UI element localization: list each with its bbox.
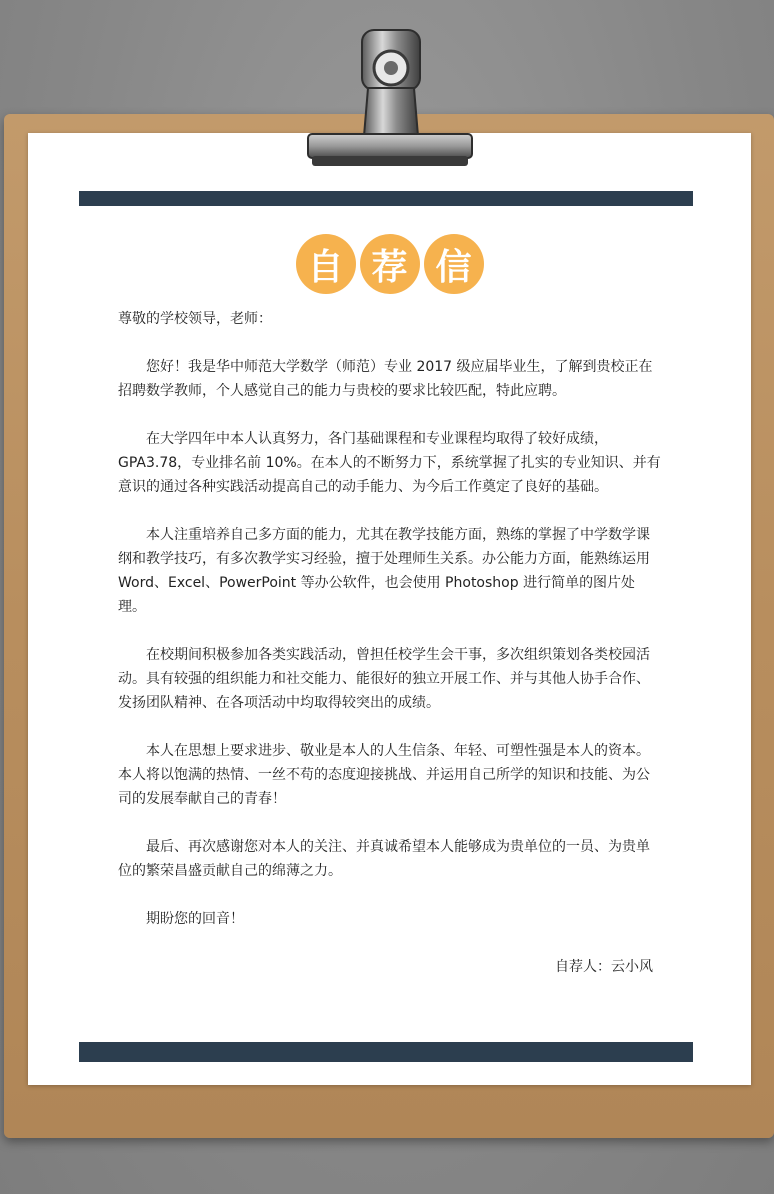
binder-clip-icon (306, 28, 474, 178)
letter-paper (28, 133, 751, 1085)
bottom-divider-bar (79, 1042, 693, 1062)
paragraph-sign-off: 期盼您的回音！ (146, 911, 244, 927)
paragraph-attitude: 本人在思想上要求进步、敬业是本人的人生信条、年轻、可塑性强是本人的资本。本人将以饱满的热情、一丝不苟的态度迎接挑战、并运用自己所学的知识和技能、为公司的发展奉献自己的青春！ (118, 743, 650, 807)
letter-title (28, 234, 751, 294)
title-char-2: 荐 (360, 234, 420, 294)
paragraph-skills: 本人注重培养自己多方面的能力，尤其在教学技能方面，熟练的掌握了中学数学课纲和教学技巧，有多次教学实习经验，擅于处理师生关系。办公能力方面，能熟练运用 Word、Excel、PowerPoint 等办公软件，也会使用 Photoshop 进行简单的图片处理。 (118, 527, 650, 615)
letter-body (118, 307, 663, 993)
title-char-1: 自 (296, 234, 356, 294)
paragraph-greeting: 您好！我是华中师范大学数学（师范）专业 2017 级应届毕业生，了解到贵校正在招聘数学教师，个人感觉自己的能力与贵校的要求比较匹配，特此应聘。 (118, 359, 653, 399)
paragraph-closing: 最后、再次感谢您对本人的关注、并真诚希望本人能够成为贵单位的一员、为贵单位的繁荣昌盛贡献自己的绵薄之力。 (118, 839, 650, 879)
paragraph-activities: 在校期间积极参加各类实践活动，曾担任校学生会干事，多次组织策划各类校园活动。具有较强的组织能力和社交能力、能很好的独立开展工作、并与其他人协手合作、发扬团队精神、在各项活动中均取得较突出的成绩。 (118, 647, 650, 711)
signature: 自荐人：云小风 (555, 959, 653, 975)
paragraph-academics: 在大学四年中本人认真努力，各门基础课程和专业课程均取得了较好成绩，GPA3.78，专业排名前 10%。在本人的不断努力下，系统掌握了扎实的专业知识、并有意识的通过各种实践活动提高自己的动手能力、为今后工作奠定了良好的基础。 (118, 431, 661, 495)
top-divider-bar (79, 191, 693, 206)
salutation: 尊敬的学校领导，老师： (118, 311, 272, 327)
title-char-3: 信 (424, 234, 484, 294)
